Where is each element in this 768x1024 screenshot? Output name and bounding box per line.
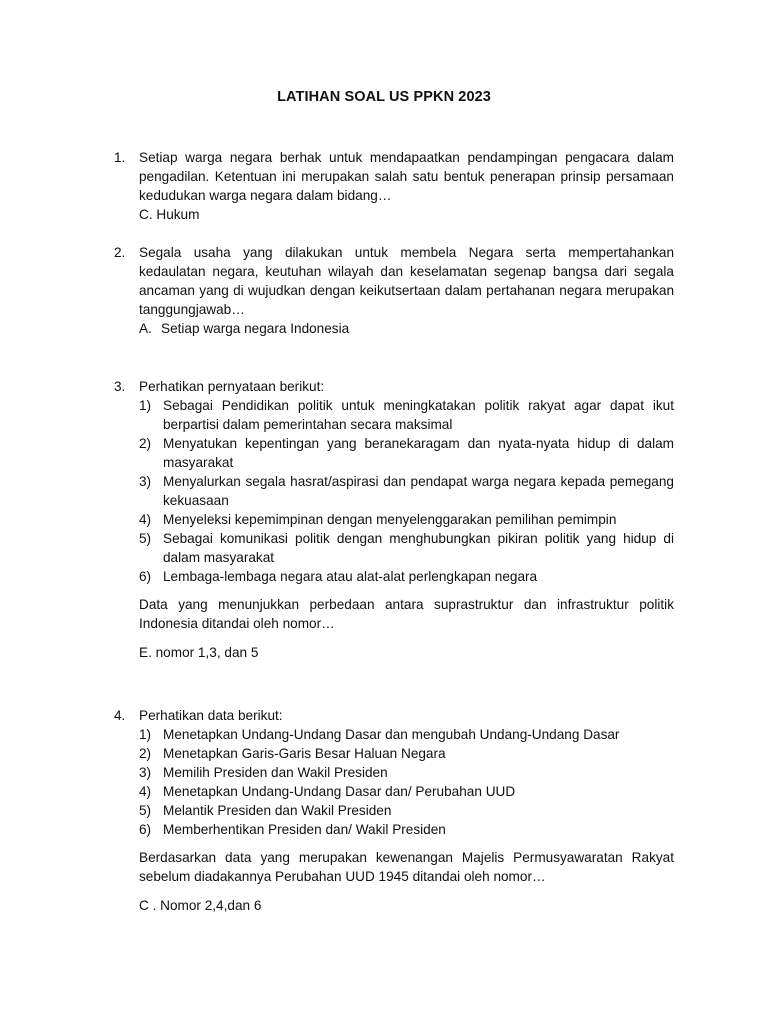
question-number: 3.: [114, 379, 126, 394]
list-item: [139, 434, 674, 472]
list-item-number: 6): [139, 569, 152, 584]
statement-list: [139, 396, 674, 586]
question-1: [114, 148, 674, 224]
list-item-text: Menyalurkan segala hasrat/aspirasi dan pendapat warga negara kepada pemegang kekuasaan: [163, 474, 674, 508]
document-title: LATIHAN SOAL US PPKN 2023: [277, 89, 491, 105]
list-item-text: Menetapkan Undang-Undang Dasar dan/ Perubahan UUD: [163, 784, 516, 799]
answer: C. Hukum: [139, 207, 200, 222]
question-number: 4.: [114, 708, 126, 723]
list-item-number: 5): [139, 531, 152, 546]
list-item-text: Lembaga-lembaga negara atau alat-alat perlengkapan negara: [163, 569, 538, 584]
list-item: [139, 529, 674, 567]
question-number: 2.: [114, 245, 126, 260]
list-item: [139, 782, 674, 801]
list-item: [139, 567, 674, 586]
question-text: Segala usaha yang dilakukan untuk membela Negara serta mempertahankan kedaulatan negara, keutuhan wilayah dan keselamatan segenap bangsa dari segala ancaman yang di wujudkan dengan keikutsertaan dalam pertahanan negara merupakan tanggungjawab…: [139, 245, 674, 317]
question-4: [114, 706, 674, 915]
question-3: [114, 377, 674, 662]
list-item-text: Menetapkan Garis-Garis Besar Haluan Negara: [163, 746, 446, 761]
list-item: [139, 510, 674, 529]
answer: C . Nomor 2,4,dan 6: [139, 898, 262, 913]
answer: E. nomor 1,3, dan 5: [139, 645, 259, 660]
list-item-number: 1): [139, 727, 152, 742]
list-item: [139, 725, 674, 744]
question-text: Data yang menunjukkan perbedaan antara suprastruktur dan infrastruktur politik Indonesia ditandai oleh nomor…: [139, 597, 674, 631]
list-item-text: Memberhentikan Presiden dan/ Wakil Presiden: [163, 822, 446, 837]
question-number: 1.: [114, 150, 126, 165]
answer-text: Setiap warga negara Indonesia: [161, 321, 350, 336]
list-item-number: 4): [139, 512, 152, 527]
list-item-text: Menyeleksi kepemimpinan dengan menyelenggarakan pemilihan pemimpin: [163, 512, 617, 527]
list-item: [139, 801, 674, 820]
answer-letter: A.: [139, 321, 152, 336]
list-item-text: Sebagai komunikasi politik dengan menghubungkan pikiran politik yang hidup di dalam masyarakat: [163, 531, 674, 565]
question-text: Setiap warga negara berhak untuk mendapaatkan pendampingan pengacara dalam pengadilan. Ketentuan ini merupakan salah satu bentuk penerapan prinsip persamaan kedudukan warga negara dalam bidang…: [139, 150, 674, 203]
list-item-number: 6): [139, 822, 152, 837]
list-item-number: 2): [139, 436, 152, 451]
list-item-text: Melantik Presiden dan Wakil Presiden: [163, 803, 392, 818]
list-item: [139, 744, 674, 763]
question-2: [114, 243, 674, 338]
question-text: Berdasarkan data yang merupakan kewenangan Majelis Permusyawaratan Rakyat sebelum diadakannya Perubahan UUD 1945 ditandai oleh nomor…: [139, 850, 674, 884]
list-item: [139, 820, 674, 839]
list-item-number: 1): [139, 398, 152, 413]
answer: [139, 319, 674, 338]
list-item-number: 2): [139, 746, 152, 761]
list-item-number: 3): [139, 765, 152, 780]
question-intro: Perhatikan pernyataan berikut:: [139, 379, 325, 394]
list-item-text: Menyatukan kepentingan yang beranekaragam dan nyata-nyata hidup di dalam masyarakat: [163, 436, 674, 470]
question-intro: Perhatikan data berikut:: [139, 708, 283, 723]
list-item-text: Menetapkan Undang-Undang Dasar dan mengubah Undang-Undang Dasar: [163, 727, 620, 742]
data-list: [139, 725, 674, 839]
list-item-text: Sebagai Pendidikan politik untuk meningkatakan politik rakyat agar dapat ikut berpartisi dalam pemerintahan secara maksimal: [163, 398, 674, 432]
list-item-number: 3): [139, 474, 152, 489]
list-item: [139, 472, 674, 510]
list-item-number: 5): [139, 803, 152, 818]
list-item-text: Memilih Presiden dan Wakil Presiden: [163, 765, 388, 780]
list-item-number: 4): [139, 784, 152, 799]
list-item: [139, 763, 674, 782]
list-item: [139, 396, 674, 434]
